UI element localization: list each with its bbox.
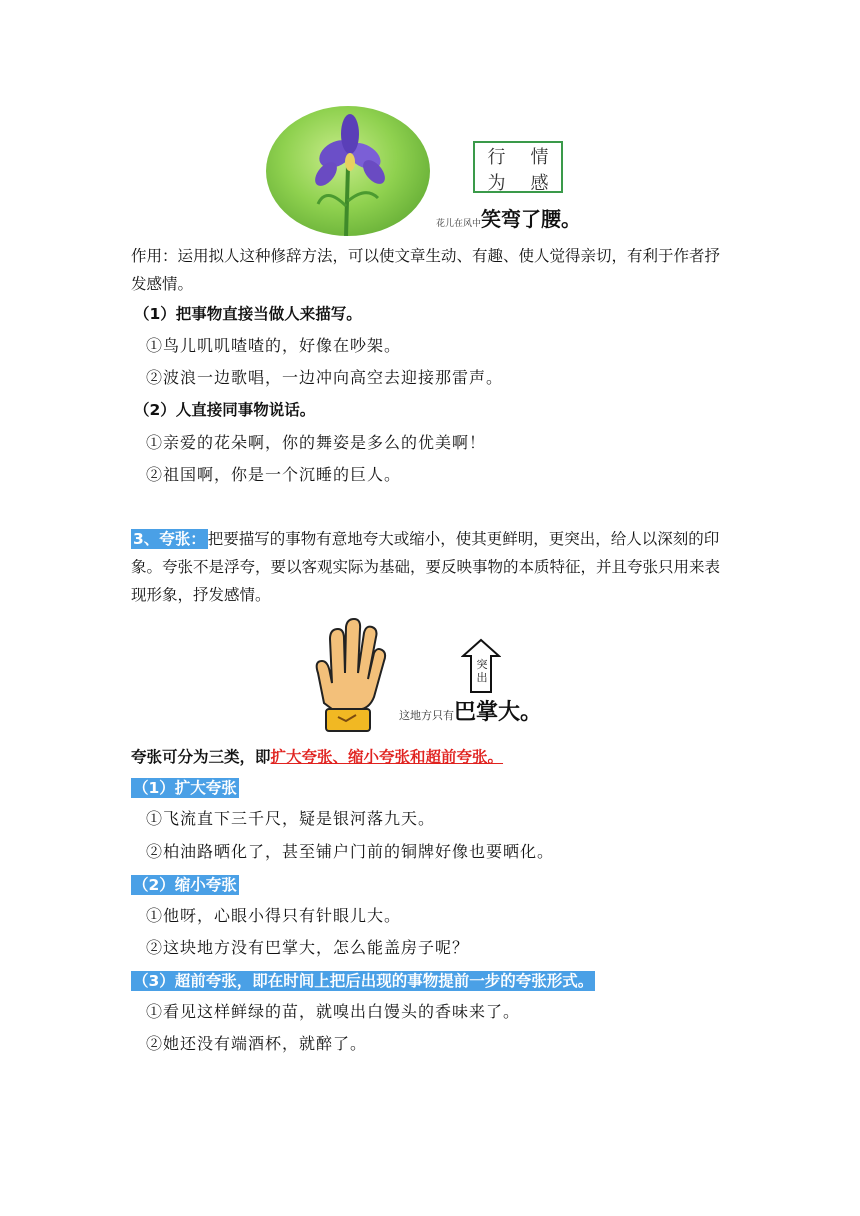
grid-cell: 行 [487, 147, 506, 168]
personification-effect: 作用：运用拟人这种修辞方法，可以使文章生动、有趣、使人觉得亲切，有利于作者抒发感情。 [131, 247, 721, 293]
example-item: ②柏油路晒化了，甚至铺户门前的铜牌好像也要晒化。 [146, 842, 555, 861]
hyperbole-type-label: （2）缩小夸张 [133, 876, 237, 894]
hyperbole-type-2 [131, 874, 239, 896]
figure1-caption [436, 203, 581, 232]
hyperbole-type-3 [131, 970, 595, 992]
example-item: ①飞流直下三千尺，疑是银河落九天。 [146, 809, 436, 828]
hyperbole-classes-red: 扩大夸张、缩小夸张和超前夸张。 [270, 748, 504, 766]
hyperbole-definition [131, 525, 731, 609]
figure1-caption-small: 花儿在风中 [436, 219, 482, 229]
personification-type-2: （2）人直接同事物说话。 [134, 401, 316, 419]
figure1-caption-big: 笑弯了腰。 [481, 207, 582, 231]
grid-cell: 感 [530, 173, 549, 194]
hyperbole-type-1 [131, 777, 239, 799]
personification-type-1: （1）把事物直接当做人来描写。 [134, 305, 362, 323]
example-item: ①看见这样鲜绿的苗，就嗅出白馒头的香味来了。 [146, 1002, 521, 1021]
example-item: ①他呀，心眼小得只有针眼儿大。 [146, 906, 402, 925]
figure2-caption [399, 695, 542, 726]
grid-cell: 为 [487, 173, 506, 194]
grid-cell: 情 [530, 147, 549, 168]
hyperbole-classes [131, 746, 503, 768]
example-item: ②波浪一边歌唱，一边冲向高空去迎接那雷声。 [146, 368, 504, 387]
hyperbole-type-label: （1）扩大夸张 [133, 779, 237, 797]
figure2-caption-big: 巴掌大。 [454, 700, 543, 725]
hand-image [302, 617, 388, 735]
example-item: ①亲爱的花朵啊，你的舞姿是多么的优美啊！ [146, 433, 487, 452]
behavior-emotion-grid [473, 141, 563, 193]
arrow-label: 突出 [476, 658, 488, 684]
figure2-caption-small: 这地方只有 [399, 709, 454, 722]
example-item: ②她还没有端酒杯，就醉了。 [146, 1034, 368, 1053]
hyperbole-heading: 3、夸张： [133, 530, 206, 548]
hyperbole-definition-text: 把要描写的事物有意地夸大或缩小，使其更鲜明，更突出，给人以深刻的印象。夸张不是浮夸，要以客观实际为基础，要反映事物的本质特征，并且夸张只用来表现形象，抒发感情。 [131, 530, 721, 604]
example-item: ①鸟儿叽叽喳喳的，好像在吵架。 [146, 336, 402, 355]
hyperbole-classes-prefix: 夸张可分为三类，即 [131, 748, 271, 766]
example-item: ②祖国啊，你是一个沉睡的巨人。 [146, 465, 402, 484]
iris-flower-image [266, 106, 430, 236]
hyperbole-type-label: （3）超前夸张，即在时间上把后出现的事物提前一步的夸张形式。 [133, 972, 594, 990]
example-item: ②这块地方没有巴掌大，怎么能盖房子呢？ [146, 938, 470, 957]
